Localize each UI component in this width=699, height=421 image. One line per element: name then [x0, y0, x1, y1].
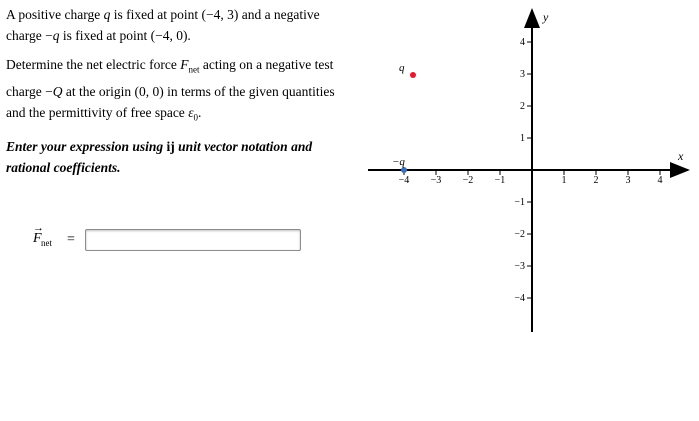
x-tick-label: −2 — [462, 175, 474, 186]
y-tick-label: −1 — [514, 197, 525, 208]
x-ticks — [399, 170, 663, 186]
answer-instructions: Enter your expression using ij unit vector notation and rational coefficients. — [6, 139, 313, 176]
problem-text — [6, 4, 351, 186]
equals-sign: = — [67, 232, 75, 247]
answer-row — [33, 222, 301, 251]
y-tick-label: 2 — [520, 101, 525, 112]
x-tick-label: −3 — [430, 175, 442, 186]
coordinate-graph — [366, 0, 696, 340]
negative-charge-label: −q — [392, 156, 405, 168]
answer-input[interactable] — [85, 229, 301, 251]
x-tick-label: 3 — [625, 175, 631, 186]
y-tick-label: −3 — [514, 261, 525, 272]
fnet-label: → F net — [33, 222, 52, 248]
y-tick-label: −2 — [514, 229, 525, 240]
y-tick-label: 3 — [520, 69, 525, 80]
x-tick-label: −1 — [494, 175, 506, 186]
y-tick-label: −4 — [514, 293, 525, 304]
problem-setup: A positive charge q is fixed at point (−4, 3) and a negative charge −q is fixed at point (−4, 0). — [6, 7, 320, 43]
x-tick-label: 1 — [561, 175, 567, 186]
x-tick-label: 4 — [657, 175, 663, 186]
positive-charge-dot — [410, 72, 416, 78]
problem-question: Determine the net electric force $F_{net}$ acting on a negative test charge −Q at the origin (0, 0) in terms of the given quantities and the permittivity of free space $\varepsilon_0$. — [6, 57, 335, 123]
y-tick-label: 1 — [520, 133, 525, 144]
x-tick-label: −4 — [398, 175, 410, 186]
x-tick-label: 2 — [593, 175, 599, 186]
vector-arrow-icon: → — [33, 222, 44, 234]
x-axis-label: x — [678, 149, 684, 163]
positive-charge-label: q — [399, 62, 405, 74]
y-tick-label: 4 — [520, 37, 525, 48]
y-axis-label: y — [543, 10, 549, 24]
